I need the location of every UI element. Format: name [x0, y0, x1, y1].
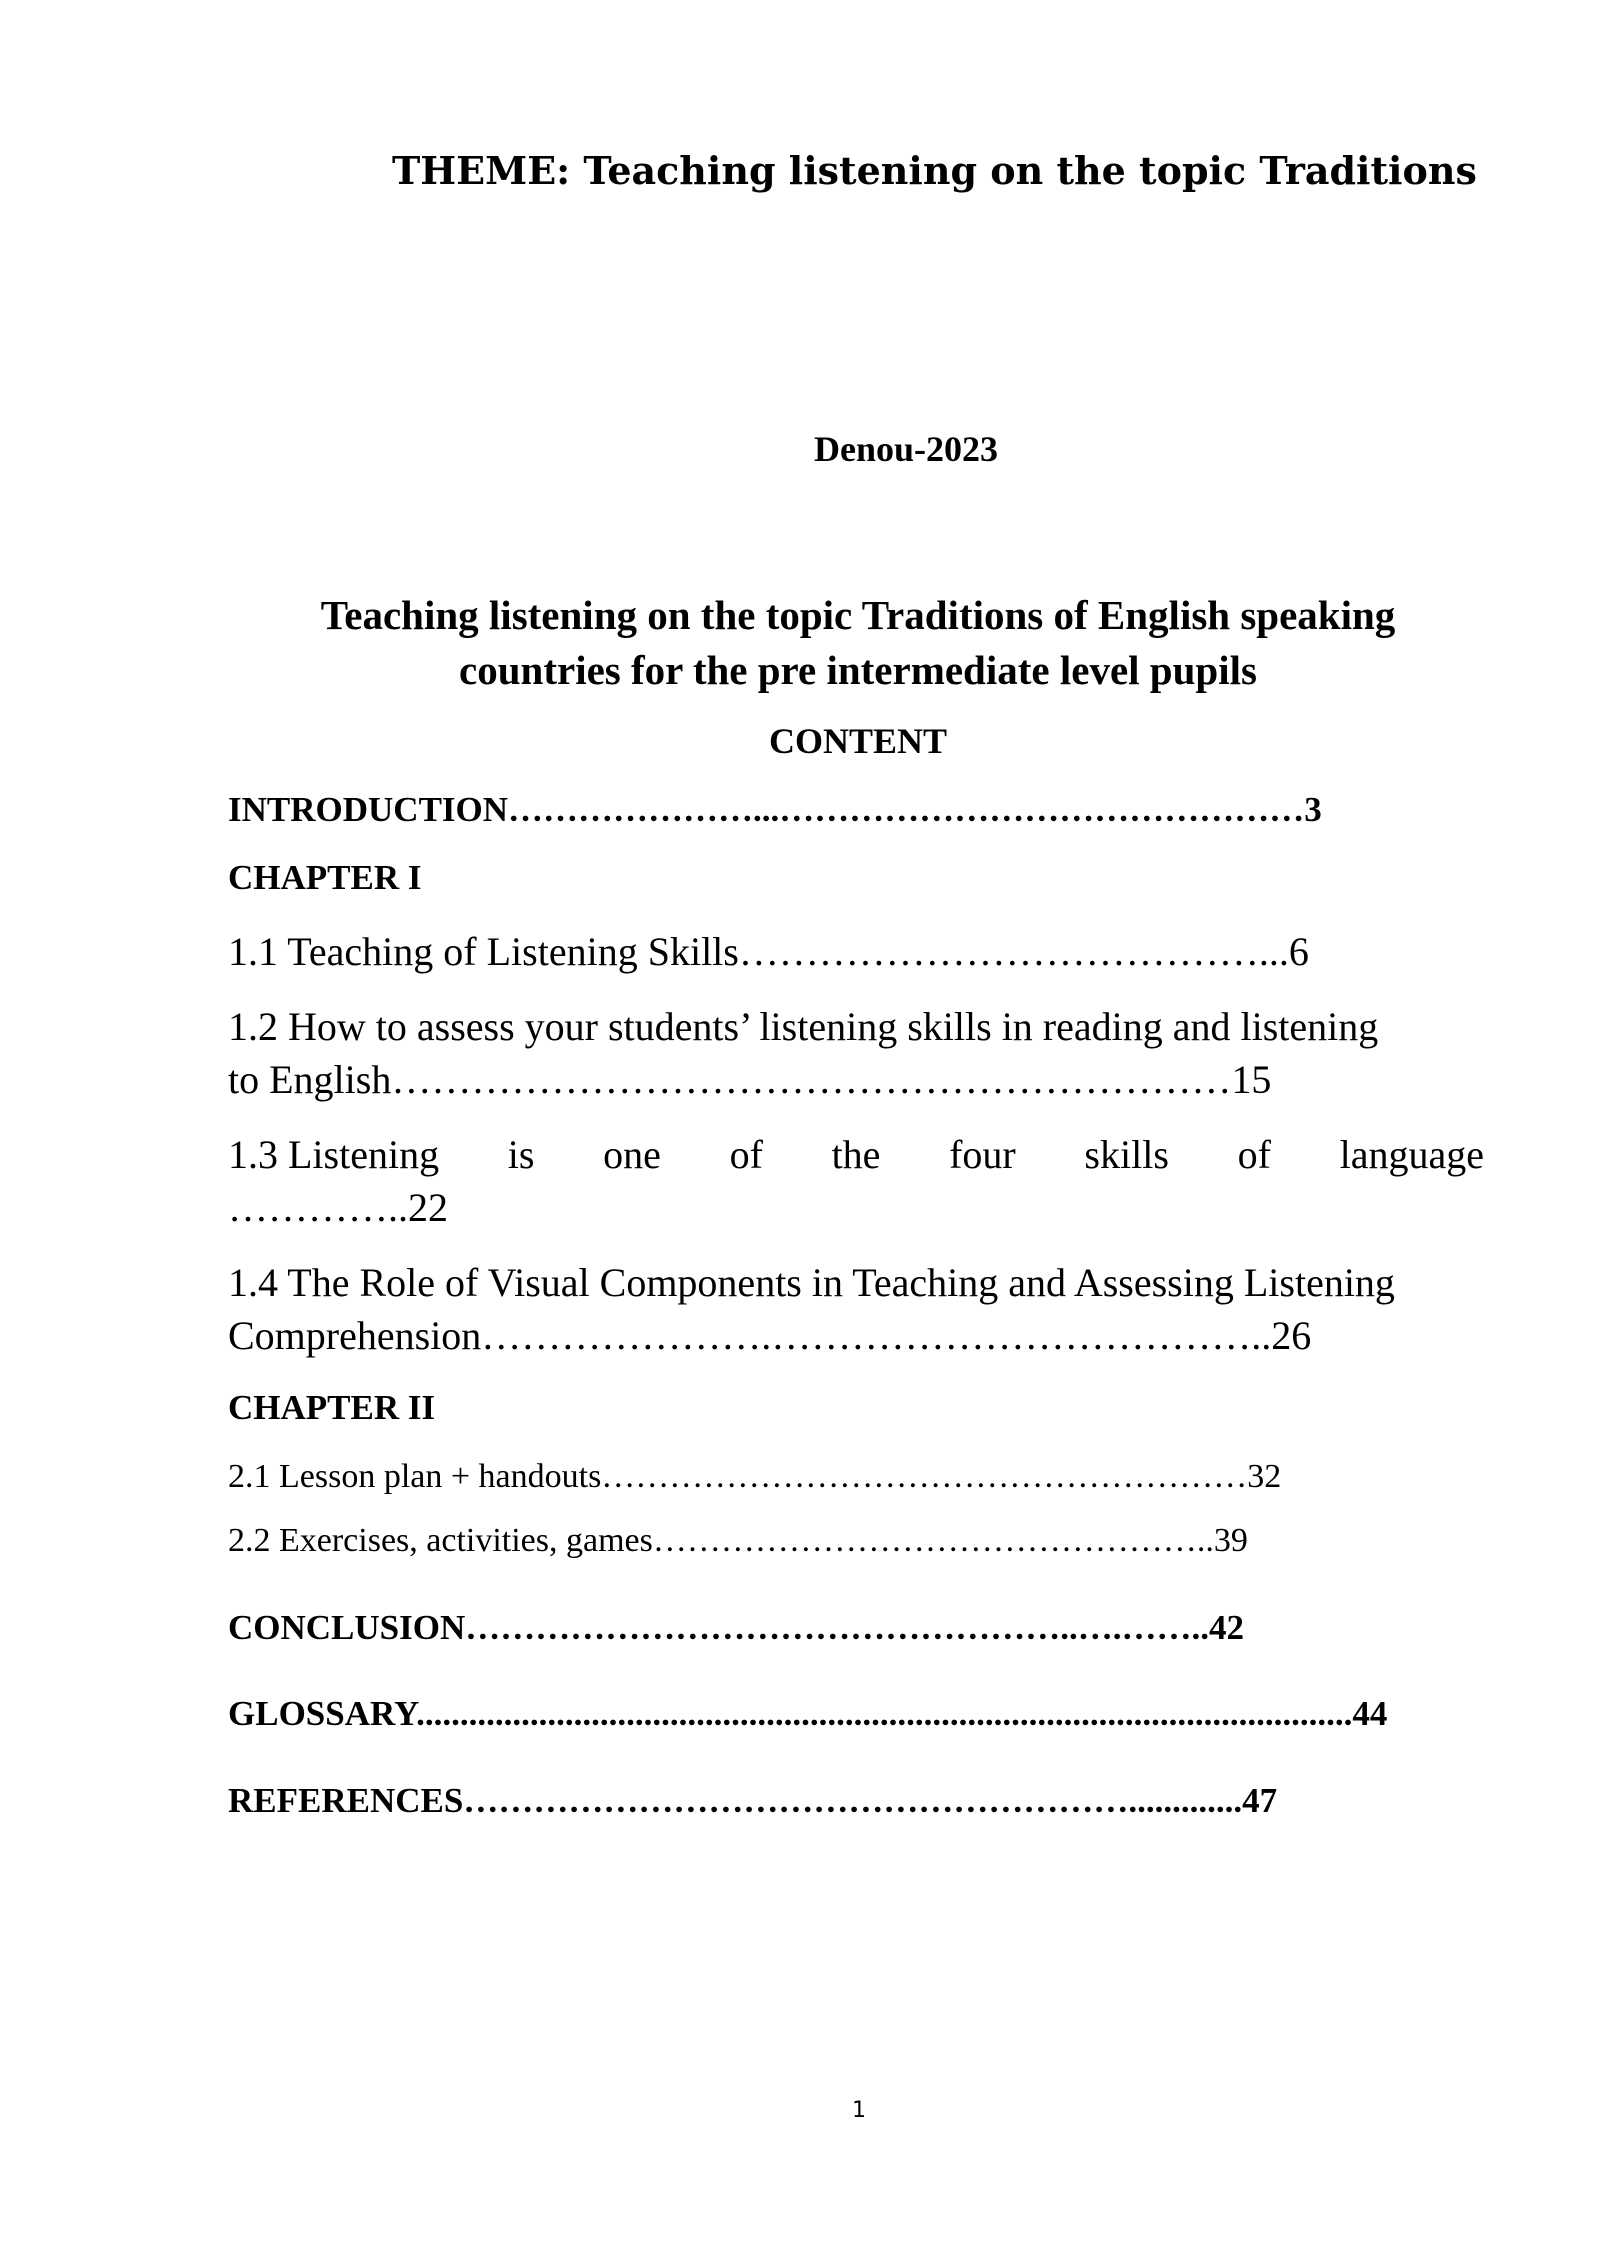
toc-glossary: GLOSSARY...........................................................................................................44	[228, 1694, 1388, 1733]
toc-section-1-2-line-1: 1.2 How to assess your students’ listening skills in reading and listening	[228, 1004, 1379, 1049]
toc-section-1-4-line-1: 1.4 The Role of Visual Components in Teaching and Assessing Listening	[228, 1260, 1395, 1305]
toc-section-2-2: 2.2 Exercises, activities, games…………………………………………..39	[228, 1522, 1248, 1559]
toc-section-1-2-line-2: to English………………………………………………………15	[228, 1057, 1272, 1102]
main-title-line-2: countries for the pre intermediate level pupils	[459, 647, 1257, 693]
toc-section-1-3-word: one	[603, 1132, 661, 1177]
toc-section-1-3-word: is	[507, 1132, 535, 1177]
main-title-line-1: Teaching listening on the topic Traditions of English speaking	[320, 592, 1396, 638]
toc-conclusion: CONCLUSION……………………………………………..….……..42	[228, 1608, 1245, 1647]
toc-section-1-3-word: language	[1339, 1132, 1484, 1177]
theme-title: THEME: Teaching listening on the topic Traditions	[392, 148, 1477, 193]
toc-chapter-2: CHAPTER II	[228, 1388, 436, 1427]
toc-chapter-1: CHAPTER I	[228, 858, 422, 897]
toc-section-1-4-line-2: Comprehension………………….………………………………..26	[228, 1313, 1312, 1358]
toc-section-2-1: 2.1 Lesson plan + handouts…………………………………………………32	[228, 1458, 1282, 1495]
toc-section-1-3-line-1	[228, 1131, 1484, 1178]
toc-section-1-3-word: of	[729, 1132, 763, 1177]
main-title	[228, 588, 1488, 698]
toc-section-1-3-word: of	[1237, 1132, 1271, 1177]
place-year: Denou-2023	[813, 429, 998, 469]
toc-references: REFERENCES………………………………………………….............47	[228, 1781, 1278, 1820]
toc-section-1-3-word: skills	[1084, 1132, 1169, 1177]
page-number: 1	[852, 2098, 866, 2123]
toc-section-1-3-line-2: …………..22	[228, 1185, 448, 1230]
content-heading: CONTENT	[768, 721, 948, 761]
toc-introduction: INTRODUCTION…………………...………………………………………3	[228, 790, 1322, 829]
toc-section-1-3-word: 1.3 Listening	[228, 1132, 440, 1177]
toc-section-1-1: 1.1 Teaching of Listening Skills…………………………………...6	[228, 929, 1309, 974]
toc-section-1-3-word: four	[949, 1132, 1016, 1177]
toc-section-1-3-word: the	[831, 1132, 881, 1177]
